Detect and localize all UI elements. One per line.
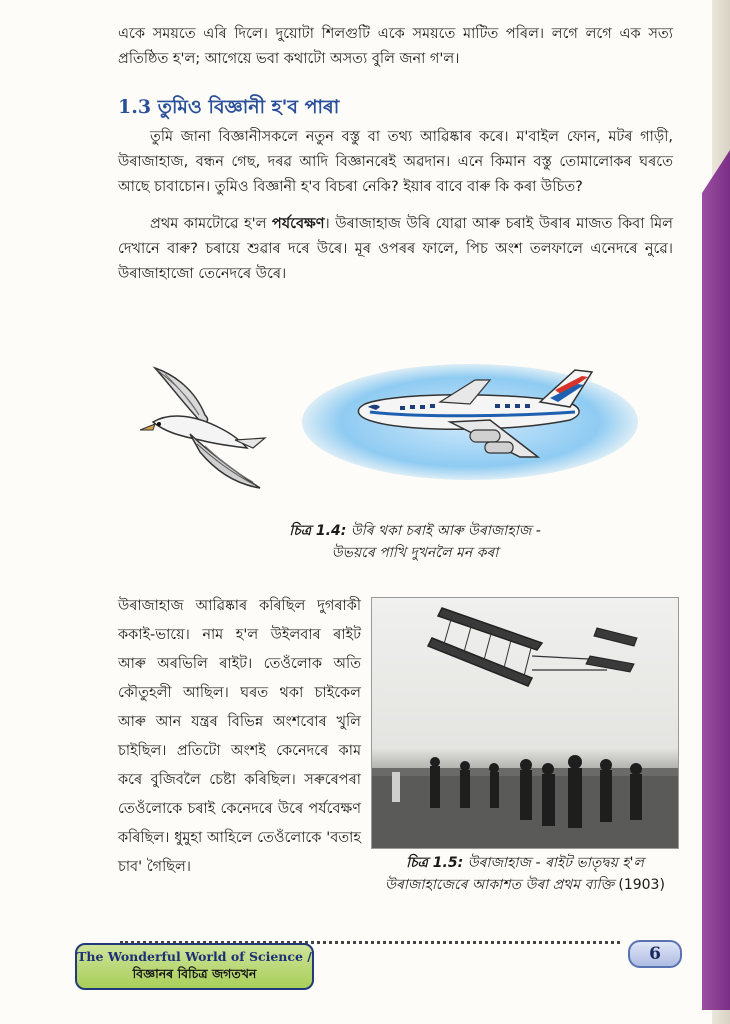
- figure-1-4-caption: [250, 520, 580, 564]
- figure-1-4-text1: উৰি থকা চৰাই আৰু উৰাজাহাজ -: [350, 523, 541, 539]
- paragraph-observation: [118, 212, 673, 287]
- intro-paragraph: একে সময়তে এৰি দিলে। দুয়োটা শিলগুটি একে সময়তে মাটিত পৰিল। লগে লগে এক সত্য প্ৰতিষ্ঠিত হ'ল; আগেয়ে ভবা কথাটো অসত্য বুলি জনা গ'ল।: [118, 26, 673, 67]
- figure-1-5-label: চিত্ৰ 1.5:: [406, 855, 464, 871]
- book-title-english: The Wonderful World of Science /: [77, 949, 312, 964]
- chapter-side-tab: [702, 150, 730, 1010]
- paragraph-scientists: তুমি জানা বিজ্ঞানীসকলে নতুন বস্তু বা তথ্য আৱিষ্কাৰ কৰে। ম'বাইল ফোন, মটৰ গাড়ী, উৰাজাহাজ, বন্ধন গেছ, দৰৱ আদি বিজ্ঞানৰেই অৱদান। এনে কিমান বস্তু তোমালোকৰ ঘৰতে আছে চাবাচোন। তুমিও বিজ্ঞানী হ'ব বিচৰা নেকি? ইয়াৰ বাবে বাৰু কি কৰা উচিত?: [118, 129, 673, 195]
- figure-1-5-text1: উৰাজাহাজ - ৰাইট ভাতৃদ্বয় হ'ল: [467, 855, 644, 871]
- wright-flyer-photo: [371, 597, 679, 849]
- book-title-assamese: বিজ্ঞানৰ বিচিত্ৰ জগতখন: [132, 966, 257, 981]
- figure-1-5-line1: [370, 852, 680, 874]
- figure-1-4-line2: উভয়ৰে পাখি দুখনলৈ মন কৰা: [331, 545, 499, 561]
- page-number: 6: [628, 940, 682, 968]
- figure-1-5-year: (1903): [618, 877, 665, 893]
- observation-keyword: পৰ্যবেক্ষণ: [271, 216, 325, 232]
- section-title: তুমিও বিজ্ঞানী হ'ব পাৰা: [157, 96, 340, 118]
- figure-1-4-label: চিত্ৰ 1.4:: [289, 523, 347, 539]
- bird-illustration: [135, 360, 275, 495]
- observation-text-end: । উৰাজাহাজ উৰি যোৱা আৰু চৰাই উৰাৰ মাজত কিবা মিল দেখানে বাৰু? চৰায়ে শুৱাৰ দৰে উৰে। মূৰ ওপৰৰ ফালে, পিচ অংশ তলফালে এনেদৰে নুৱে। উৰাজাহাজো তেনেদৰে উৰে।: [118, 216, 673, 282]
- figure-1-5-caption: [370, 852, 680, 896]
- airplane-illustration: [300, 362, 640, 482]
- figure-1-4-line1: [250, 520, 580, 542]
- wright-brothers-paragraph: উৰাজাহাজ আৱিষ্কাৰ কৰিছিল দুগৰাকী ককাই-ভায়ে। নাম হ'ল উইলবাৰ ৰাইট আৰু অৰভিলি ৰাইট। তেওঁলোক অতি কৌতুহলী আছিল। ঘৰত থকা চাইকেল আৰু আন যন্ত্ৰৰ বিভিন্ন অংশবোৰ খুলি চাইছিল। প্ৰতিটো অংশই কেনেদৰে কাম কৰে বুজিবলৈ চেষ্টা কৰিছিল। সৰুৰেপৰা তেওঁলোকে চৰাই কেনেদৰে উৰে পৰ্যবেক্ষণ কৰিছিল। ধুমুহা আহিলে তেওঁলোকে 'বতাহ চাব' গৈছিল।: [118, 598, 361, 875]
- section-heading: [118, 93, 339, 125]
- observation-text-start: প্ৰথম কামটোৱে হ'ল: [150, 216, 272, 232]
- section-number: 1.3: [118, 96, 152, 118]
- book-title-badge: [75, 943, 314, 990]
- figure-1-5-text2: উৰাজাহাজেৰে আকাশত উৰা প্ৰথম ব্যক্তি: [385, 877, 614, 893]
- figure-1-5-line2: [370, 874, 680, 896]
